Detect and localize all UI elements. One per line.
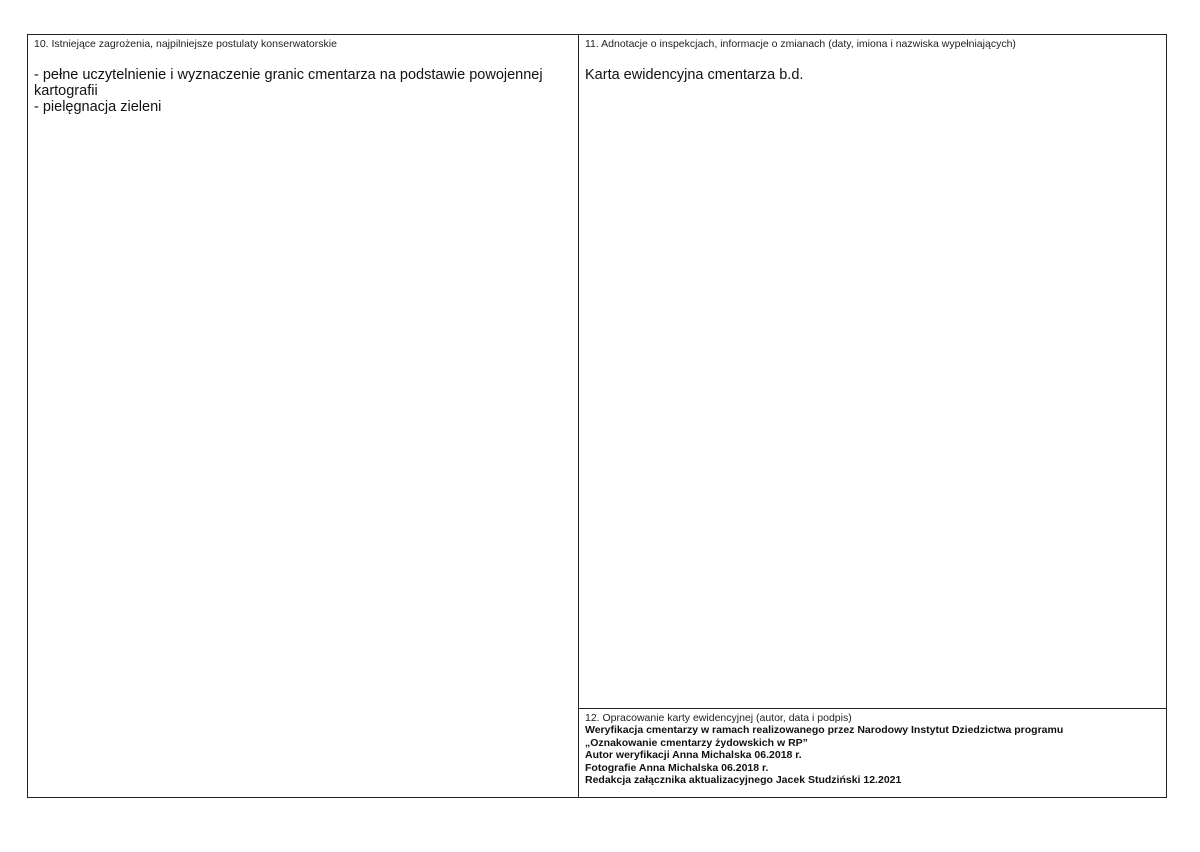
section-11-title: 11. Adnotacje o inspekcjach, informacje o zmianach (daty, imiona i nazwiska wypełniających) (585, 38, 1016, 50)
section-12-title: 12. Opracowanie karty ewidencyjnej (autor, data i podpis) (585, 712, 852, 724)
section-12-line: Fotografie Anna Michalska 06.2018 r. (585, 761, 769, 774)
section-10-line: - pielęgnacja zieleni (34, 99, 162, 115)
section-12-content (585, 724, 1063, 787)
column-divider (578, 35, 579, 797)
section-12-line: „Oznakowanie cmentarzy żydowskich w RP” (585, 736, 808, 749)
form-table (27, 34, 1167, 798)
section-12-line: Redakcja załącznika aktualizacyjnego Jacek Studziński 12.2021 (585, 774, 902, 786)
section-10-content (34, 67, 564, 115)
section-10-title: 10. Istniejące zagrożenia, najpilniejsze postulaty konserwatorskie (34, 38, 337, 50)
section-11-content: Karta ewidencyjna cmentarza b.d. (585, 67, 804, 83)
section-12-line: Autor weryfikacji Anna Michalska 06.2018 r. (585, 749, 802, 761)
section-10-line: - pełne uczytelnienie i wyznaczenie granic cmentarza na podstawie powojennej kartografii (34, 67, 543, 99)
section-12-line: Weryfikacja cmentarzy w ramach realizowanego przez Narodowy Instytut Dziedzictwa programu (585, 724, 1064, 736)
row-divider (579, 708, 1166, 709)
